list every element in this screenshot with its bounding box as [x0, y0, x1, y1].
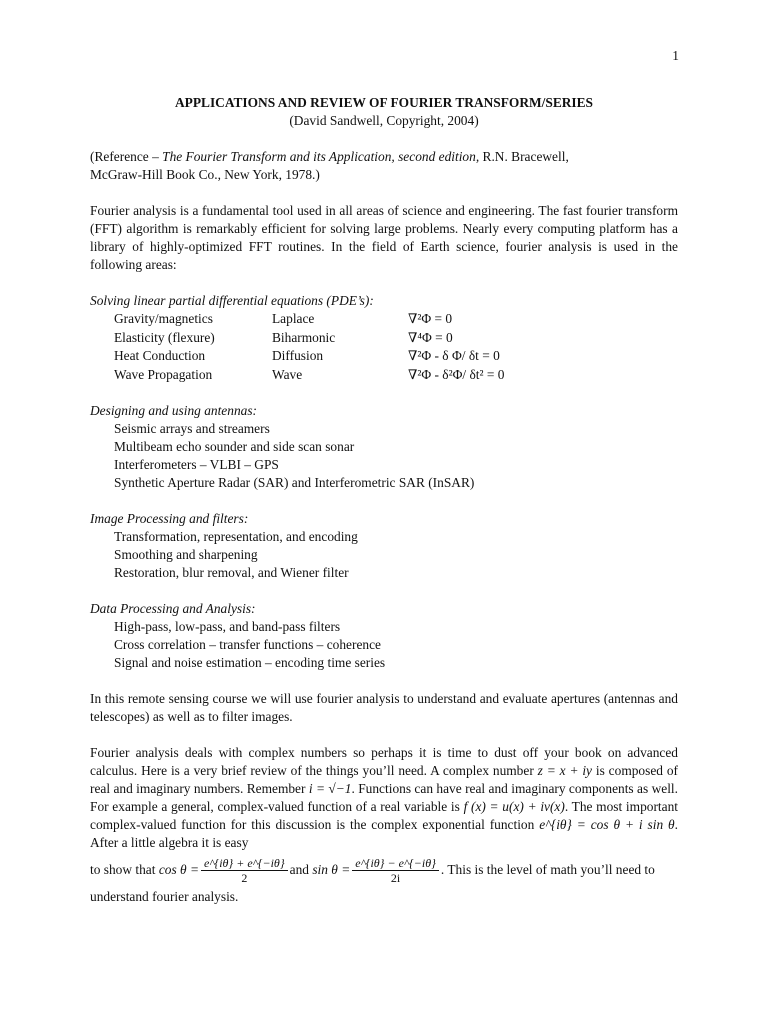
paragraph-text: is composed of real and imaginary numbers. Remember	[90, 763, 678, 796]
pde-field: Elasticity (flexure)	[114, 329, 215, 345]
pde-field: Gravity/magnetics	[114, 311, 213, 326]
pde-equation-name: Diffusion	[272, 348, 324, 363]
paragraph-text: Fourier analysis deals with complex numbers so perhaps it is time to dust off your book on advanced calculus. Here is a very brief review of the things you’ll need. A complex number	[90, 745, 678, 778]
sin-fraction	[352, 856, 439, 885]
pde-heading: Solving linear partial differential equations (PDE’s):	[90, 293, 374, 308]
sin-denominator: 2i	[390, 870, 401, 885]
pde-equation: ∇⁴Φ = 0	[408, 329, 453, 345]
list-item: Synthetic Aperture Radar (SAR) and Interferometric SAR (InSAR)	[114, 475, 475, 490]
pde-equation-name: Biharmonic	[272, 329, 336, 345]
list-item: Interferometers – VLBI – GPS	[114, 457, 279, 472]
cos-numerator: e^{iθ} + e^{−iθ}	[201, 856, 288, 871]
pde-row	[90, 366, 678, 385]
list-item: Seismic arrays and streamers	[114, 421, 270, 436]
list-item: Smoothing and sharpening	[114, 547, 258, 562]
list-item: Signal and noise estimation – encoding time series	[114, 655, 386, 670]
list-item: Cross correlation – transfer functions – coherence	[114, 637, 381, 652]
reference-publisher: McGraw-Hill Book Co., New York, 1978.)	[90, 167, 320, 182]
paragraph-text: . The most important complex-valued function for this discussion is the complex exponential function	[90, 799, 678, 832]
equation-f: f (x) = u(x) + iv(x)	[463, 799, 565, 814]
pde-equation-name: Wave	[272, 366, 303, 382]
cos-denominator: 2	[241, 870, 248, 885]
list-item: Restoration, blur removal, and Wiener filter	[114, 565, 349, 580]
paragraph-text: . After a little algebra it is easy	[90, 817, 678, 850]
document-title: APPLICATIONS AND REVIEW OF FOURIER TRANSFORM/SERIES	[174, 95, 594, 110]
document-subtitle: (David Sandwell, Copyright, 2004)	[289, 113, 479, 128]
pde-table	[90, 310, 678, 384]
data-processing-heading: Data Processing and Analysis:	[90, 601, 256, 616]
sin-numerator: e^{iθ} − e^{−iθ}	[352, 856, 439, 871]
cos-lhs: cos θ =	[158, 862, 199, 877]
pde-equation: ∇²Φ - δ Φ/ δt = 0	[408, 348, 500, 363]
intro-paragraph: Fourier analysis is a fundamental tool used in all areas of science and engineering. The fast fourier transform (FFT) algorithm is remarkably efficient for solving large problems. Nearly every computing platform has a library of highly-optimized FFT routines. In the field of Earth science, fourier analysis is used in the following areas:	[90, 203, 678, 272]
pde-row	[90, 347, 678, 366]
list-item: High-pass, low-pass, and band-pass filters	[114, 619, 341, 634]
list-item: Multibeam echo sounder and side scan sonar	[114, 439, 355, 454]
sin-lhs: sin θ =	[312, 862, 351, 877]
reference-prefix: (Reference –	[90, 149, 163, 164]
closing-line: understand fourier analysis.	[90, 889, 239, 904]
cos-fraction	[201, 856, 288, 885]
equation-i: i = √−1	[308, 781, 352, 796]
paragraph-text: . Functions can have real and imaginary components as well. For example a general, complex-valued function of a real variable is	[90, 781, 678, 814]
list-item: Transformation, representation, and encoding	[114, 529, 358, 544]
paragraph-text: to show that	[90, 862, 156, 877]
pde-equation: ∇²Φ = 0	[408, 311, 453, 326]
trig-identities-line	[90, 852, 678, 888]
antenna-heading: Designing and using antennas:	[90, 403, 258, 418]
pde-row	[90, 329, 678, 348]
complex-numbers-paragraph	[90, 744, 678, 852]
paragraph-text: and	[289, 862, 309, 877]
pde-equation-name: Laplace	[272, 311, 315, 326]
reference-book-title: The Fourier Transform and its Application, second edition,	[162, 149, 480, 164]
reference-author: R.N. Bracewell,	[479, 149, 569, 164]
pde-field: Heat Conduction	[114, 348, 206, 363]
equation-euler: e^{iθ} = cos θ + i sin θ	[539, 817, 675, 832]
document-body	[90, 94, 678, 906]
reference	[90, 148, 678, 184]
paragraph-text: . This is the level of math you’ll need to	[440, 862, 655, 877]
pde-equation: ∇²Φ - δ²Φ/ δt² = 0	[408, 366, 505, 382]
pde-row	[90, 310, 678, 329]
equation-z: z = x + iy	[537, 763, 593, 778]
image-processing-heading: Image Processing and filters:	[90, 511, 249, 526]
remote-sensing-paragraph: In this remote sensing course we will use fourier analysis to understand and evaluate apertures (antennas and telescopes) as well as to filter images.	[90, 691, 678, 724]
page-number: 1	[672, 48, 679, 63]
pde-field: Wave Propagation	[114, 366, 213, 382]
